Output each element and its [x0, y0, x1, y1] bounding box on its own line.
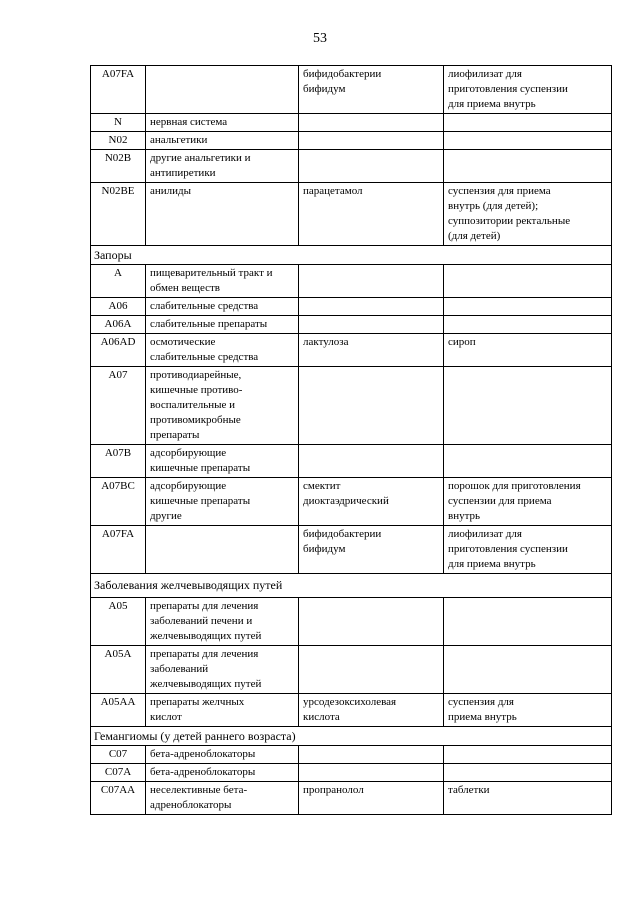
page-number: 53 [313, 31, 327, 46]
drug-name-cell [299, 445, 444, 478]
drug-name-cell [299, 132, 444, 150]
atc-group-cell [146, 66, 299, 114]
atc-code-cell: A07B [91, 445, 146, 478]
drug-name-cell [299, 646, 444, 694]
dosage-form-cell [444, 598, 612, 646]
dosage-form-cell: порошок для приготовления суспензии для приема внутрь [444, 478, 612, 526]
drug-name-cell: урсодезоксихолевая кислота [299, 694, 444, 727]
atc-group-cell: анилиды [146, 183, 299, 246]
atc-code-cell: A07FA [91, 526, 146, 574]
dosage-form-cell [444, 316, 612, 334]
section-title: Гемангиомы (у детей раннего возраста) [91, 727, 612, 746]
drug-name-cell [299, 265, 444, 298]
atc-group-cell: адсорбирующие кишечные препараты [146, 445, 299, 478]
drug-name-cell: пропранолол [299, 782, 444, 815]
table-row [91, 598, 612, 646]
atc-code-cell: A [91, 265, 146, 298]
atc-group-cell: бета-адреноблокаторы [146, 746, 299, 764]
drug-name-cell [299, 764, 444, 782]
table-row [91, 150, 612, 183]
atc-code-cell: A06AD [91, 334, 146, 367]
drug-name-cell [299, 316, 444, 334]
atc-group-cell: препараты для лечения заболеваний желчевыводящих путей [146, 646, 299, 694]
drug-name-cell [299, 367, 444, 445]
dosage-form-cell: сироп [444, 334, 612, 367]
atc-code-cell: A07FA [91, 66, 146, 114]
atc-code-cell: C07AA [91, 782, 146, 815]
atc-code-cell: N [91, 114, 146, 132]
drug-name-cell: смектит диоктаэдрический [299, 478, 444, 526]
atc-code-cell: A07BC [91, 478, 146, 526]
table-row [91, 746, 612, 764]
table-row [91, 334, 612, 367]
table-row [91, 66, 612, 114]
atc-code-cell: C07 [91, 746, 146, 764]
drug-name-cell [299, 114, 444, 132]
dosage-form-cell [444, 646, 612, 694]
dosage-form-cell: лиофилизат для приготовления суспензии для приема внутрь [444, 526, 612, 574]
section-header-row [91, 574, 612, 598]
atc-group-cell [146, 526, 299, 574]
atc-code-cell: A05AA [91, 694, 146, 727]
atc-group-cell: анальгетики [146, 132, 299, 150]
dosage-form-cell [444, 367, 612, 445]
atc-code-cell: C07A [91, 764, 146, 782]
dosage-form-cell: лиофилизат для приготовления суспензии для приема внутрь [444, 66, 612, 114]
atc-group-cell: препараты желчных кислот [146, 694, 299, 727]
atc-group-cell: противодиарейные, кишечные противо- воспалительные и противомикробные препараты [146, 367, 299, 445]
drug-table [90, 65, 612, 815]
table-row [91, 646, 612, 694]
dosage-form-cell [444, 114, 612, 132]
section-header-row [91, 246, 612, 265]
table-row [91, 526, 612, 574]
drug-name-cell: лактулоза [299, 334, 444, 367]
table-row [91, 265, 612, 298]
section-header-row [91, 727, 612, 746]
atc-code-cell: A05 [91, 598, 146, 646]
section-title: Запоры [91, 246, 612, 265]
table-row [91, 183, 612, 246]
table-row [91, 114, 612, 132]
atc-code-cell: A06A [91, 316, 146, 334]
atc-group-cell: слабительные средства [146, 298, 299, 316]
atc-group-cell: слабительные препараты [146, 316, 299, 334]
dosage-form-cell [444, 445, 612, 478]
section-title: Заболевания желчевыводящих путей [91, 574, 612, 598]
dosage-form-cell [444, 150, 612, 183]
atc-group-cell: адсорбирующие кишечные препараты другие [146, 478, 299, 526]
atc-code-cell: A06 [91, 298, 146, 316]
atc-code-cell: N02BE [91, 183, 146, 246]
dosage-form-cell [444, 132, 612, 150]
drug-name-cell [299, 150, 444, 183]
drug-name-cell [299, 746, 444, 764]
drug-name-cell: бифидобактерии бифидум [299, 526, 444, 574]
drug-name-cell [299, 298, 444, 316]
drug-name-cell: бифидобактерии бифидум [299, 66, 444, 114]
table-row [91, 367, 612, 445]
atc-code-cell: A07 [91, 367, 146, 445]
table-row [91, 764, 612, 782]
atc-code-cell: N02 [91, 132, 146, 150]
drug-name-cell [299, 598, 444, 646]
drug-name-cell: парацетамол [299, 183, 444, 246]
atc-code-cell: A05A [91, 646, 146, 694]
table-row [91, 782, 612, 815]
dosage-form-cell [444, 746, 612, 764]
table-row [91, 316, 612, 334]
dosage-form-cell: суспензия для приема внутрь (для детей); суппозитории ректальные (для детей) [444, 183, 612, 246]
table-row [91, 445, 612, 478]
atc-group-cell: пищеварительный тракт и обмен веществ [146, 265, 299, 298]
atc-group-cell: препараты для лечения заболеваний печени и желчевыводящих путей [146, 598, 299, 646]
dosage-form-cell [444, 764, 612, 782]
table-row [91, 298, 612, 316]
atc-group-cell: осмотические слабительные средства [146, 334, 299, 367]
dosage-form-cell: таблетки [444, 782, 612, 815]
dosage-form-cell [444, 298, 612, 316]
table-row [91, 478, 612, 526]
dosage-form-cell [444, 265, 612, 298]
atc-group-cell: другие анальгетики и антипиретики [146, 150, 299, 183]
atc-group-cell: нервная система [146, 114, 299, 132]
atc-code-cell: N02B [91, 150, 146, 183]
dosage-form-cell: суспензия для приема внутрь [444, 694, 612, 727]
atc-group-cell: неселективные бета- адреноблокаторы [146, 782, 299, 815]
table-row [91, 132, 612, 150]
table-row [91, 694, 612, 727]
atc-group-cell: бета-адреноблокаторы [146, 764, 299, 782]
